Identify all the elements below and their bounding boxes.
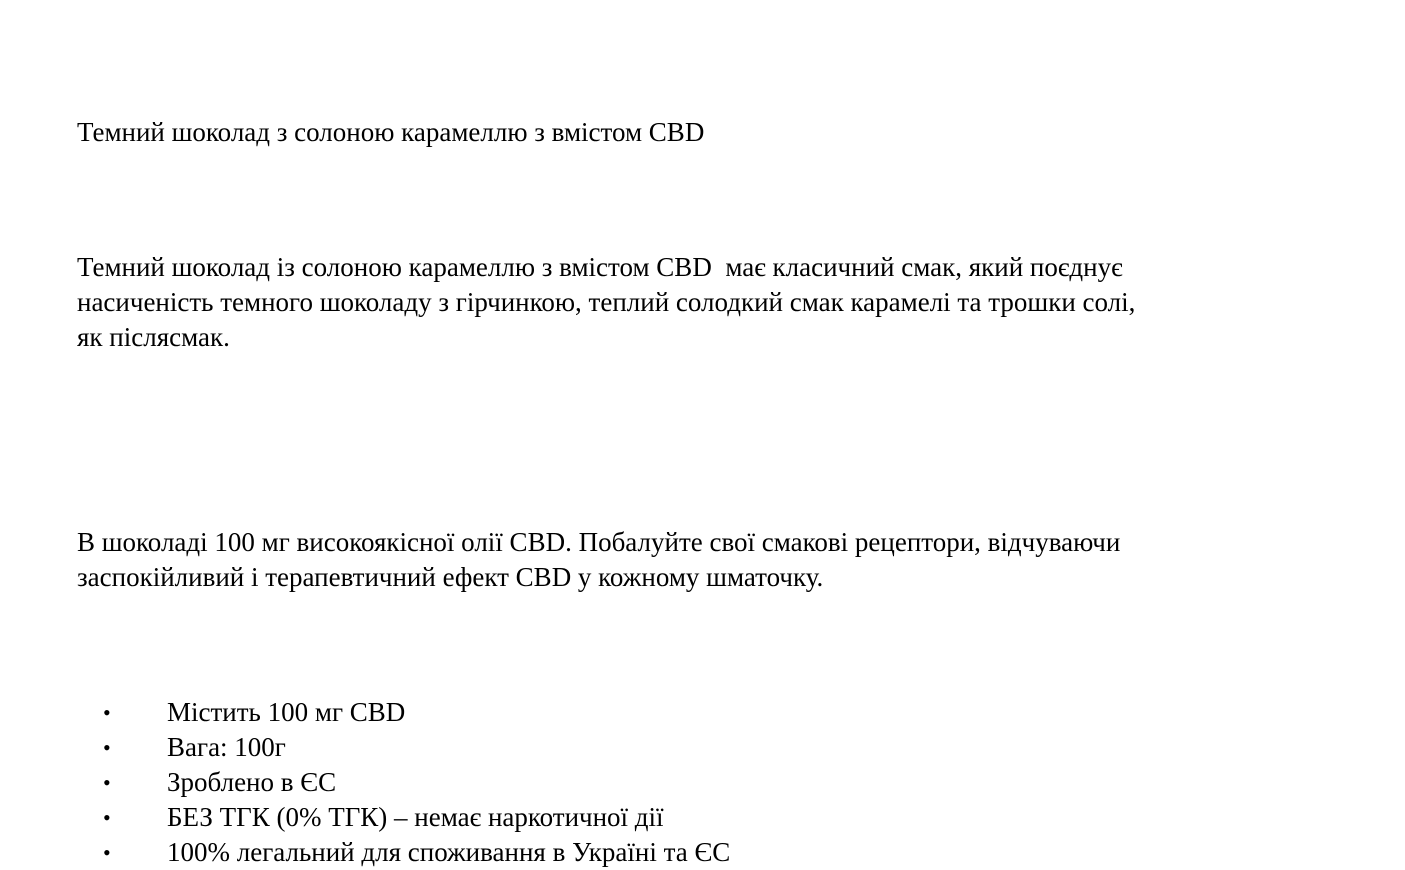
bullet-icon: • [103,735,111,760]
feature-text: Зроблено в ЄС [167,767,337,797]
bullet-icon: • [103,840,111,865]
list-item [77,730,1277,765]
list-item [77,695,1277,730]
paragraph-line: як післясмак. [77,322,230,352]
description-paragraph [77,180,1277,425]
paragraph-line: насиченість темного шоколаду з гірчинкою, теплий солодкий смак карамелі та трошки солі, [77,287,1136,317]
bullet-icon: • [103,805,111,830]
list-item [77,800,1277,835]
bullet-icon: • [103,700,111,725]
paragraph-line: В шоколаді 100 мг високоякісної олії CBD. Побалуйте свої смакові рецептори, відчуваючи [77,527,1121,557]
cbd-content-paragraph [77,455,1277,665]
feature-text: БЕЗ ТГК (0% ТГК) – немає наркотичної дії [167,802,664,832]
bullet-icon: • [103,770,111,795]
feature-text: Містить 100 мг CBD [167,697,406,727]
feature-list [77,695,1277,870]
feature-text: Вага: 100г [167,732,286,762]
feature-text: 100% легальний для споживання в Україні та ЄС [167,837,731,867]
document-body [77,115,1277,870]
list-item [77,765,1277,800]
list-item [77,835,1277,870]
paragraph-line: заспокійливий і терапевтичний ефект CBD у кожному шматочку. [77,562,824,592]
product-title: Темний шоколад з солоною карамеллю з вмістом CBD [77,117,705,147]
paragraph-line: Темний шоколад із солоною карамеллю з вмістом CBD має класичний смак, який поєднує [77,252,1123,282]
